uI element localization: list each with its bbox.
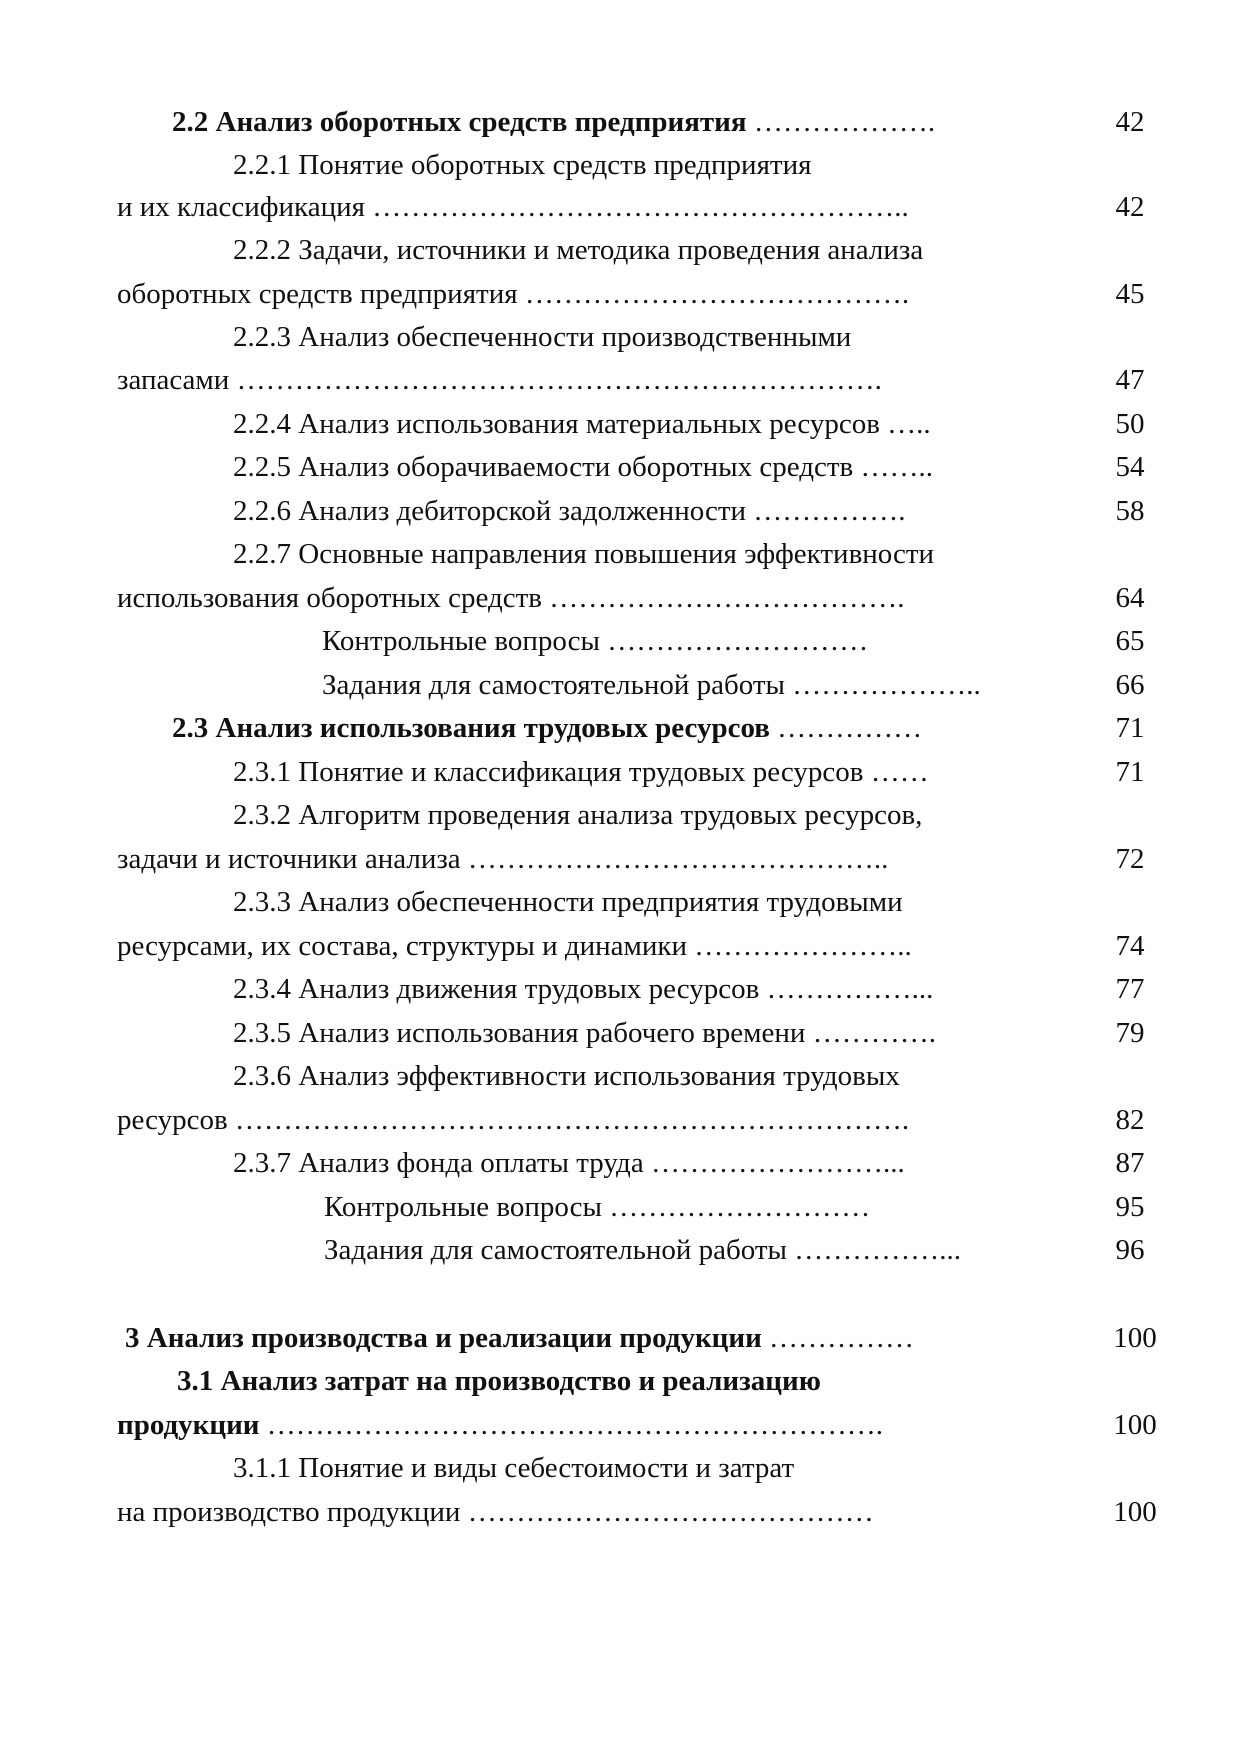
toc-heading-2-2[interactable]: 2.2 Анализ оборотных средств предприятия ………………. (172, 106, 936, 138)
toc-page-number: 54 (1115, 451, 1145, 483)
toc-entry-2-3-2[interactable]: 2.3.2 Алгоритм проведения анализа трудовых ресурсов, (233, 799, 923, 831)
toc-entry-2-3-6[interactable]: 2.3.6 Анализ эффективности использования трудовых (233, 1060, 900, 1092)
toc-entry-2-2-3[interactable]: 2.2.3 Анализ обеспеченности производственными (233, 321, 852, 353)
toc-heading-2-3[interactable]: 2.3 Анализ использования трудовых ресурсов …………… (172, 712, 923, 744)
toc-page-number: 77 (1115, 973, 1145, 1005)
toc-page-number: 82 (1115, 1104, 1145, 1136)
toc-page-number: 100 (1113, 1409, 1157, 1441)
toc-page-number: 79 (1115, 1017, 1145, 1049)
toc-entry-2-2-2-cont[interactable]: оборотных средств предприятия …………………………………. (117, 278, 910, 310)
toc-entry-3-1-1[interactable]: 3.1.1 Понятие и виды себестоимости и затрат (233, 1452, 795, 1484)
toc-page-number: 45 (1115, 278, 1145, 310)
toc-entry-2-2-3-cont[interactable]: запасами …………………………………………………………. (117, 364, 882, 396)
toc-chapter-3[interactable]: 3 Анализ производства и реализации продукции …………… (125, 1322, 915, 1354)
toc-heading-3-1[interactable]: 3.1 Анализ затрат на производство и реализацию (177, 1365, 821, 1397)
toc-page-number: 100 (1113, 1322, 1157, 1354)
toc-entry-2-2-1-cont[interactable]: и их классификация ……………………………………………….. (117, 191, 909, 223)
toc-page-number: 87 (1115, 1147, 1145, 1179)
toc-page-number: 58 (1115, 495, 1145, 527)
toc-heading-3-1-cont[interactable]: продукции ………………………………………………………. (117, 1409, 884, 1441)
toc-entry-2-3-3-cont[interactable]: ресурсами, их состава, структуры и динамики ………………….. (117, 930, 912, 962)
toc-page-number: 47 (1115, 364, 1145, 396)
toc-entry-2-3-5[interactable]: 2.3.5 Анализ использования рабочего времени …………. (233, 1017, 936, 1049)
toc-entry-2-2-5[interactable]: 2.2.5 Анализ оборачиваемости оборотных средств …….. (233, 451, 933, 483)
toc-page-number: 96 (1115, 1234, 1145, 1266)
toc-entry-2-3-7[interactable]: 2.3.7 Анализ фонда оплаты труда ……………………... (233, 1147, 905, 1179)
toc-page-number: 71 (1115, 712, 1145, 744)
toc-page-number: 64 (1115, 582, 1145, 614)
toc-entry-2-3-3[interactable]: 2.3.3 Анализ обеспеченности предприятия трудовыми (233, 886, 903, 918)
toc-entry-2-2-7[interactable]: 2.2.7 Основные направления повышения эффективности (233, 538, 935, 570)
toc-entry-2-2-2[interactable]: 2.2.2 Задачи, источники и методика проведения анализа (233, 234, 924, 266)
toc-entry-control-questions[interactable]: Контрольные вопросы ……………………… (324, 1191, 871, 1223)
toc-page-number: 74 (1115, 930, 1145, 962)
toc-page-number: 42 (1115, 106, 1145, 138)
toc-entry-2-2-7-cont[interactable]: использования оборотных средств ………………………………. (117, 582, 905, 614)
toc-entry-control-questions[interactable]: Контрольные вопросы ……………………… (322, 625, 869, 657)
toc-entry-2-3-1[interactable]: 2.3.1 Понятие и классификация трудовых ресурсов …… (233, 756, 929, 788)
toc-entry-3-1-1-cont[interactable]: на производство продукции …………………………………… (117, 1496, 874, 1528)
toc-entry-2-2-6[interactable]: 2.2.6 Анализ дебиторской задолженности ……………. (233, 495, 906, 527)
toc-entry-2-2-4[interactable]: 2.2.4 Анализ использования материальных ресурсов ….. (233, 408, 931, 440)
toc-entry-2-3-6-cont[interactable]: ресурсов ……………………………………………………………. (117, 1104, 910, 1136)
toc-page-number: 66 (1115, 669, 1145, 701)
toc-entry-2-2-1[interactable]: 2.2.1 Понятие оборотных средств предприятия (233, 149, 812, 181)
toc-page-number: 71 (1115, 756, 1145, 788)
toc-entry-independent-tasks[interactable]: Задания для самостоятельной работы ……………... (324, 1234, 962, 1266)
toc-page-number: 100 (1113, 1496, 1157, 1528)
toc-page-number: 95 (1115, 1191, 1145, 1223)
toc-entry-2-3-2-cont[interactable]: задачи и источники анализа …………………………………….. (117, 843, 889, 875)
toc-page-number: 50 (1115, 408, 1145, 440)
toc-entry-independent-tasks[interactable]: Задания для самостоятельной работы ……………….. (322, 669, 981, 701)
toc-entry-2-3-4[interactable]: 2.3.4 Анализ движения трудовых ресурсов ……………... (233, 973, 934, 1005)
toc-page-number: 72 (1115, 843, 1145, 875)
toc-page-number: 65 (1115, 625, 1145, 657)
toc-page-number: 42 (1115, 191, 1145, 223)
